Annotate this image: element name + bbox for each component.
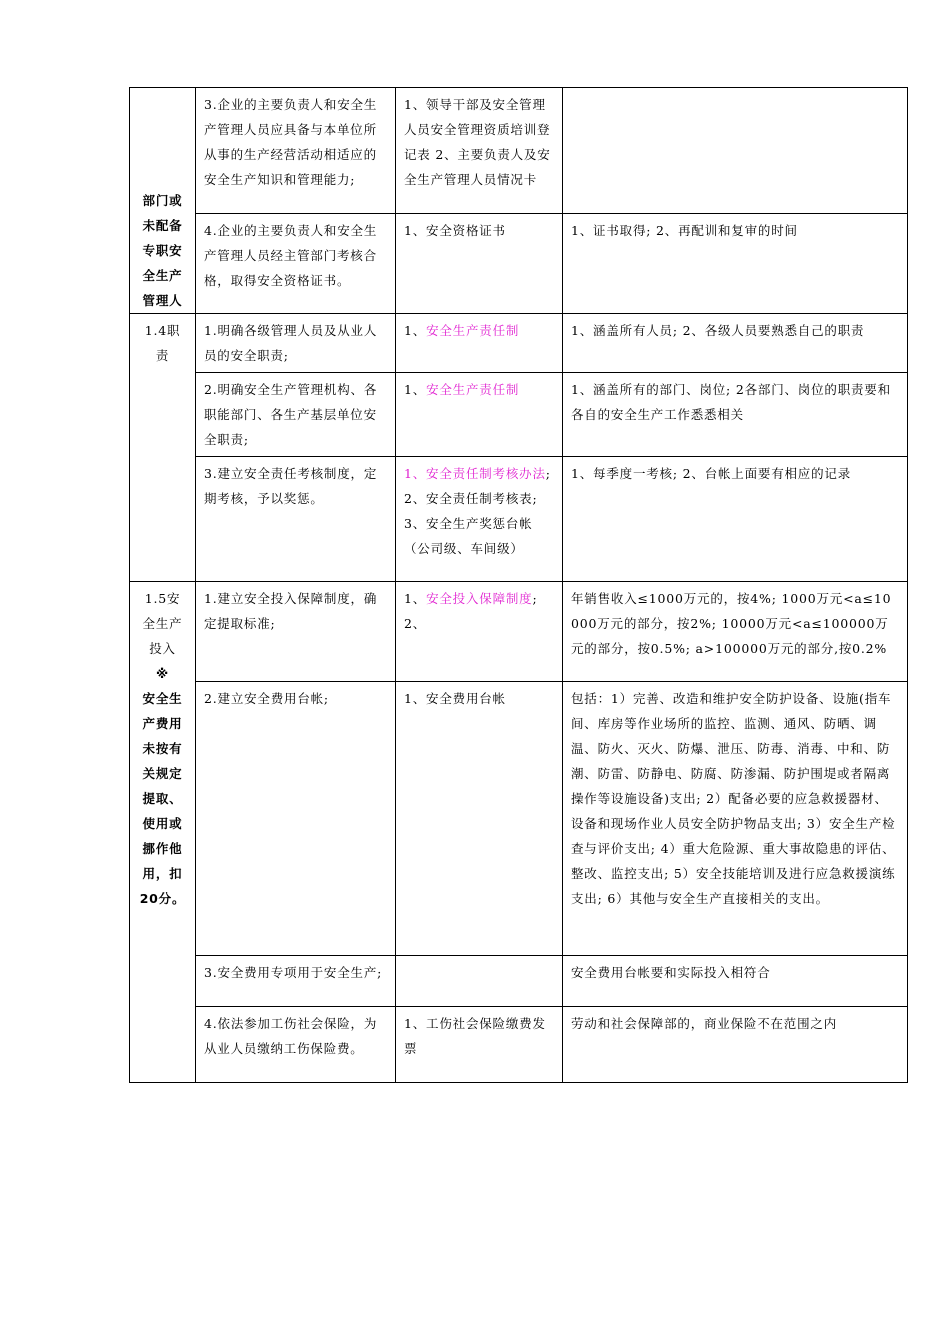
table-row bbox=[130, 214, 908, 314]
evidence-cell bbox=[396, 956, 563, 1007]
requirement-cell: 3.安全费用专项用于安全生产; bbox=[196, 956, 396, 1007]
category-cell bbox=[130, 88, 196, 314]
requirement-cell: 3.企业的主要负责人和安全生产管理人员应具备与本单位所从事的生产经营活动相适应的安全生产知识和管理能力; bbox=[196, 88, 396, 214]
requirement-cell: 4.企业的主要负责人和安全生产管理人员经主管部门考核合格，取得安全资格证书。 bbox=[196, 214, 396, 314]
evidence-prefix: 1、 bbox=[404, 382, 427, 397]
evidence-cell: 1、领导干部及安全管理人员安全管理资质培训登记表 2、主要负责人及安全生产管理人员情况卡 bbox=[396, 88, 563, 214]
evidence-cell bbox=[396, 373, 563, 457]
evidence-link-text: 1、安全责任制考核办法 bbox=[404, 466, 546, 481]
category-text: 部门或未配备专职安全生产管理人 bbox=[142, 193, 183, 308]
evidence-cell: 1、工伤社会保险缴费发票 bbox=[396, 1007, 563, 1083]
requirement-cell: 2.明确安全生产管理机构、各职能部门、各生产基层单位安全职责; bbox=[196, 373, 396, 457]
requirement-cell: 4.依法参加工伤社会保险，为从业人员缴纳工伤保险费。 bbox=[196, 1007, 396, 1083]
evidence-cell bbox=[396, 457, 563, 582]
table-row bbox=[130, 88, 908, 214]
requirement-cell: 1.明确各级管理人员及从业人员的安全职责; bbox=[196, 314, 396, 373]
evidence-rest: ; 2、安全责任制考核表; 3、安全生产奖惩台帐（公司级、车间级） bbox=[404, 466, 551, 556]
table-row bbox=[130, 682, 908, 956]
note-cell: 安全费用台帐要和实际投入相符合 bbox=[563, 956, 908, 1007]
table-row bbox=[130, 373, 908, 457]
note-cell: 年销售收入≤1000万元的，按4%; 1000万元<a≤10000万元的部分，按2%; 10000万元<a≤100000万元的部分，按0.5%; a>100000万元的部分,按0.2% bbox=[563, 582, 908, 682]
evidence-prefix: 1、 bbox=[404, 323, 427, 338]
evidence-link-text: 安全生产责任制 bbox=[426, 382, 520, 397]
requirement-cell: 3.建立安全责任考核制度，定期考核，予以奖惩。 bbox=[196, 457, 396, 582]
table-row bbox=[130, 1007, 908, 1083]
note-cell: 1、涵盖所有人员; 2、各级人员要熟悉自己的职责 bbox=[563, 314, 908, 373]
note-cell bbox=[563, 88, 908, 214]
category-penalty: 安全生产费用未按有关规定提取、使用或挪作他用，扣20分。 bbox=[139, 691, 186, 906]
table-row bbox=[130, 457, 908, 582]
category-mark: ※ bbox=[156, 666, 169, 681]
evidence-cell: 1、安全资格证书 bbox=[396, 214, 563, 314]
evidence-rest: ; 2、 bbox=[404, 591, 538, 631]
table-row bbox=[130, 956, 908, 1007]
table-row bbox=[130, 582, 908, 682]
safety-standards-table bbox=[129, 87, 908, 1083]
note-cell: 1、涵盖所有的部门、岗位; 2各部门、岗位的职责要和各自的安全生产工作悉悉相关 bbox=[563, 373, 908, 457]
evidence-cell: 1、安全费用台帐 bbox=[396, 682, 563, 956]
requirement-cell: 2.建立安全费用台帐; bbox=[196, 682, 396, 956]
evidence-prefix: 1、 bbox=[404, 591, 427, 606]
requirement-cell: 1.建立安全投入保障制度，确定提取标准; bbox=[196, 582, 396, 682]
evidence-link-text: 安全投入保障制度 bbox=[426, 591, 533, 606]
table-row bbox=[130, 314, 908, 373]
category-text: 1.4职责 bbox=[144, 323, 181, 363]
category-cell bbox=[130, 314, 196, 582]
note-cell: 劳动和社会保障部的，商业保险不在范围之内 bbox=[563, 1007, 908, 1083]
category-cell bbox=[130, 582, 196, 1083]
note-cell: 1、每季度一考核; 2、台帐上面要有相应的记录 bbox=[563, 457, 908, 582]
category-text: 1.5安全生产投入 bbox=[142, 591, 183, 656]
evidence-cell bbox=[396, 314, 563, 373]
evidence-cell bbox=[396, 582, 563, 682]
note-cell: 包括：1）完善、改造和维护安全防护设备、设施(指车间、库房等作业场所的监控、监测、通风、防晒、调温、防火、灭火、防爆、泄压、防毒、消毒、中和、防潮、防雷、防静电、防腐、防渗漏、防护围堤或者隔离操作等设施设备)支出; 2）配备必要的应急救援器材、设备和现场作业人员安全防护物品支出; 3）安全生产检查与评价支出; 4）重大危险源、重大事故隐患的评估、整改、监控支出; 5）安全技能培训及进行应急救援演练支出; 6）其他与安全生产直接相关的支出。 bbox=[563, 682, 908, 956]
note-cell: 1、证书取得; 2、再配训和复审的时间 bbox=[563, 214, 908, 314]
evidence-link-text: 安全生产责任制 bbox=[426, 323, 520, 338]
